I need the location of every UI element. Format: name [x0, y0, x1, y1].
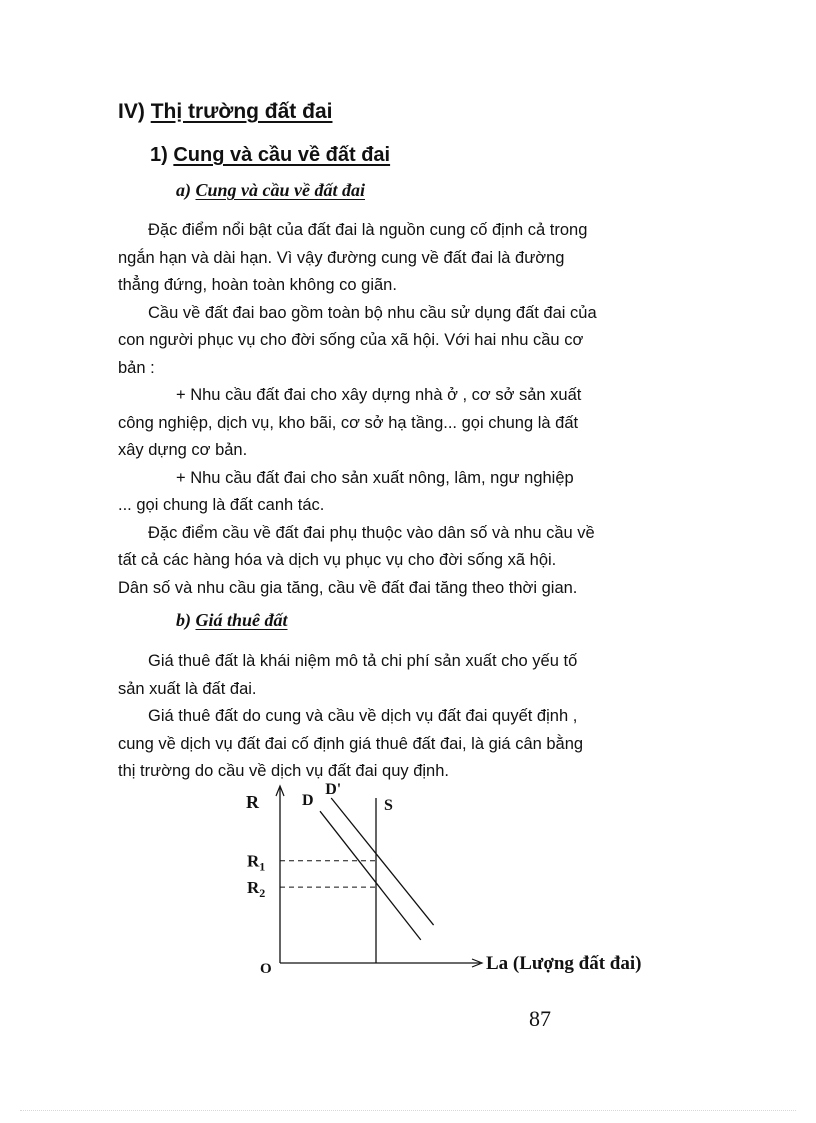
section-a-body: [118, 217, 702, 602]
heading-section-iv-title: Thị trường đất đai: [150, 100, 333, 123]
heading-a-title: Cung và cầu về đất đai: [195, 180, 365, 200]
paragraph-line: sản xuất là đất đai.: [118, 679, 257, 698]
paragraph-line: Giá thuê đất là khái niệm mô tả chi phí sản xuất cho yếu tố: [148, 652, 578, 670]
supply-label-s: S: [384, 797, 393, 814]
paragraph-line: Cầu về đất đai bao gồm toàn bộ nhu cầu sử dụng đất đai của: [148, 303, 597, 322]
paragraph-line: công nghiệp, dịch vụ, kho bãi, cơ sở hạ tầng... gọi chung là đất: [118, 413, 579, 432]
paragraph-line: thẳng đứng, hoàn toàn không co giãn.: [118, 276, 397, 294]
origin-label: O: [260, 961, 272, 977]
land-rent-chart: [230, 780, 700, 980]
heading-a: [176, 180, 365, 201]
heading-subsection-1-title: Cung và cầu về đất đai: [173, 144, 391, 166]
demand-line-d-prime: [331, 798, 433, 925]
demand-line-d: [320, 811, 421, 940]
paragraph-line: Đặc điểm nổi bật của đất đai là nguồn cung cố định cả trong: [148, 221, 588, 239]
reference-label-r1: $R_1$: [247, 851, 266, 874]
paragraph-line: xây dựng cơ bản.: [118, 441, 248, 459]
chart-plot-area: [246, 781, 641, 977]
paragraph-line: Giá thuê đất do cung và cầu về dịch vụ đất đai quyết định ,: [148, 707, 578, 725]
x-axis-label: La (Lượng đất đai): [486, 953, 642, 974]
demand-line-d-label: D: [302, 792, 314, 810]
heading-b: [176, 610, 288, 631]
paragraph-line: tất cả các hàng hóa và dịch vụ phục vụ cho đời sống xã hội.: [118, 551, 557, 569]
list-item-line: + Nhu cầu đất đai cho sản xuất nông, lâm, ngư nghiệp: [176, 468, 574, 487]
paragraph-line: Dân số và nhu cầu gia tăng, cầu về đất đai tăng theo thời gian.: [118, 578, 578, 597]
heading-subsection-1: [150, 144, 390, 167]
page-bottom-divider: [20, 1110, 796, 1111]
paragraph-line: Đặc điểm cầu về đất đai phụ thuộc vào dân số và nhu cầu về: [148, 523, 595, 542]
list-item-line: + Nhu cầu đất đai cho xây dựng nhà ở , cơ sở sản xuất: [176, 386, 582, 404]
demand-line-d-prime-label: D': [325, 781, 342, 798]
heading-b-title: Giá thuê đất: [195, 610, 288, 630]
heading-a-label: a): [176, 180, 191, 200]
heading-section-iv-number: IV): [118, 100, 145, 123]
paragraph-line: cung về dịch vụ đất đai cố định giá thuê đất đai, là giá cân bằng: [118, 734, 584, 753]
paragraph-line: ... gọi chung là đất canh tác.: [118, 496, 325, 514]
paragraph-line: bản :: [118, 358, 155, 377]
heading-subsection-1-number: 1): [150, 144, 168, 166]
page-number: 87: [529, 1006, 551, 1031]
heading-section-iv: [118, 100, 332, 124]
section-b-body: [118, 648, 702, 786]
paragraph-line: ngắn hạn và dài hạn. Vì vậy đường cung về đất đai là đường: [118, 248, 565, 267]
reference-label-r2: $R_2$: [247, 878, 266, 901]
heading-b-label: b): [176, 610, 191, 630]
paragraph-line: con người phục vụ cho đời sống của xã hội. Với hai nhu cầu cơ: [118, 331, 584, 349]
y-axis-label: R: [246, 792, 259, 812]
paragraph-line: thị trường do cầu về dịch vụ đất đai quy định.: [118, 762, 449, 780]
